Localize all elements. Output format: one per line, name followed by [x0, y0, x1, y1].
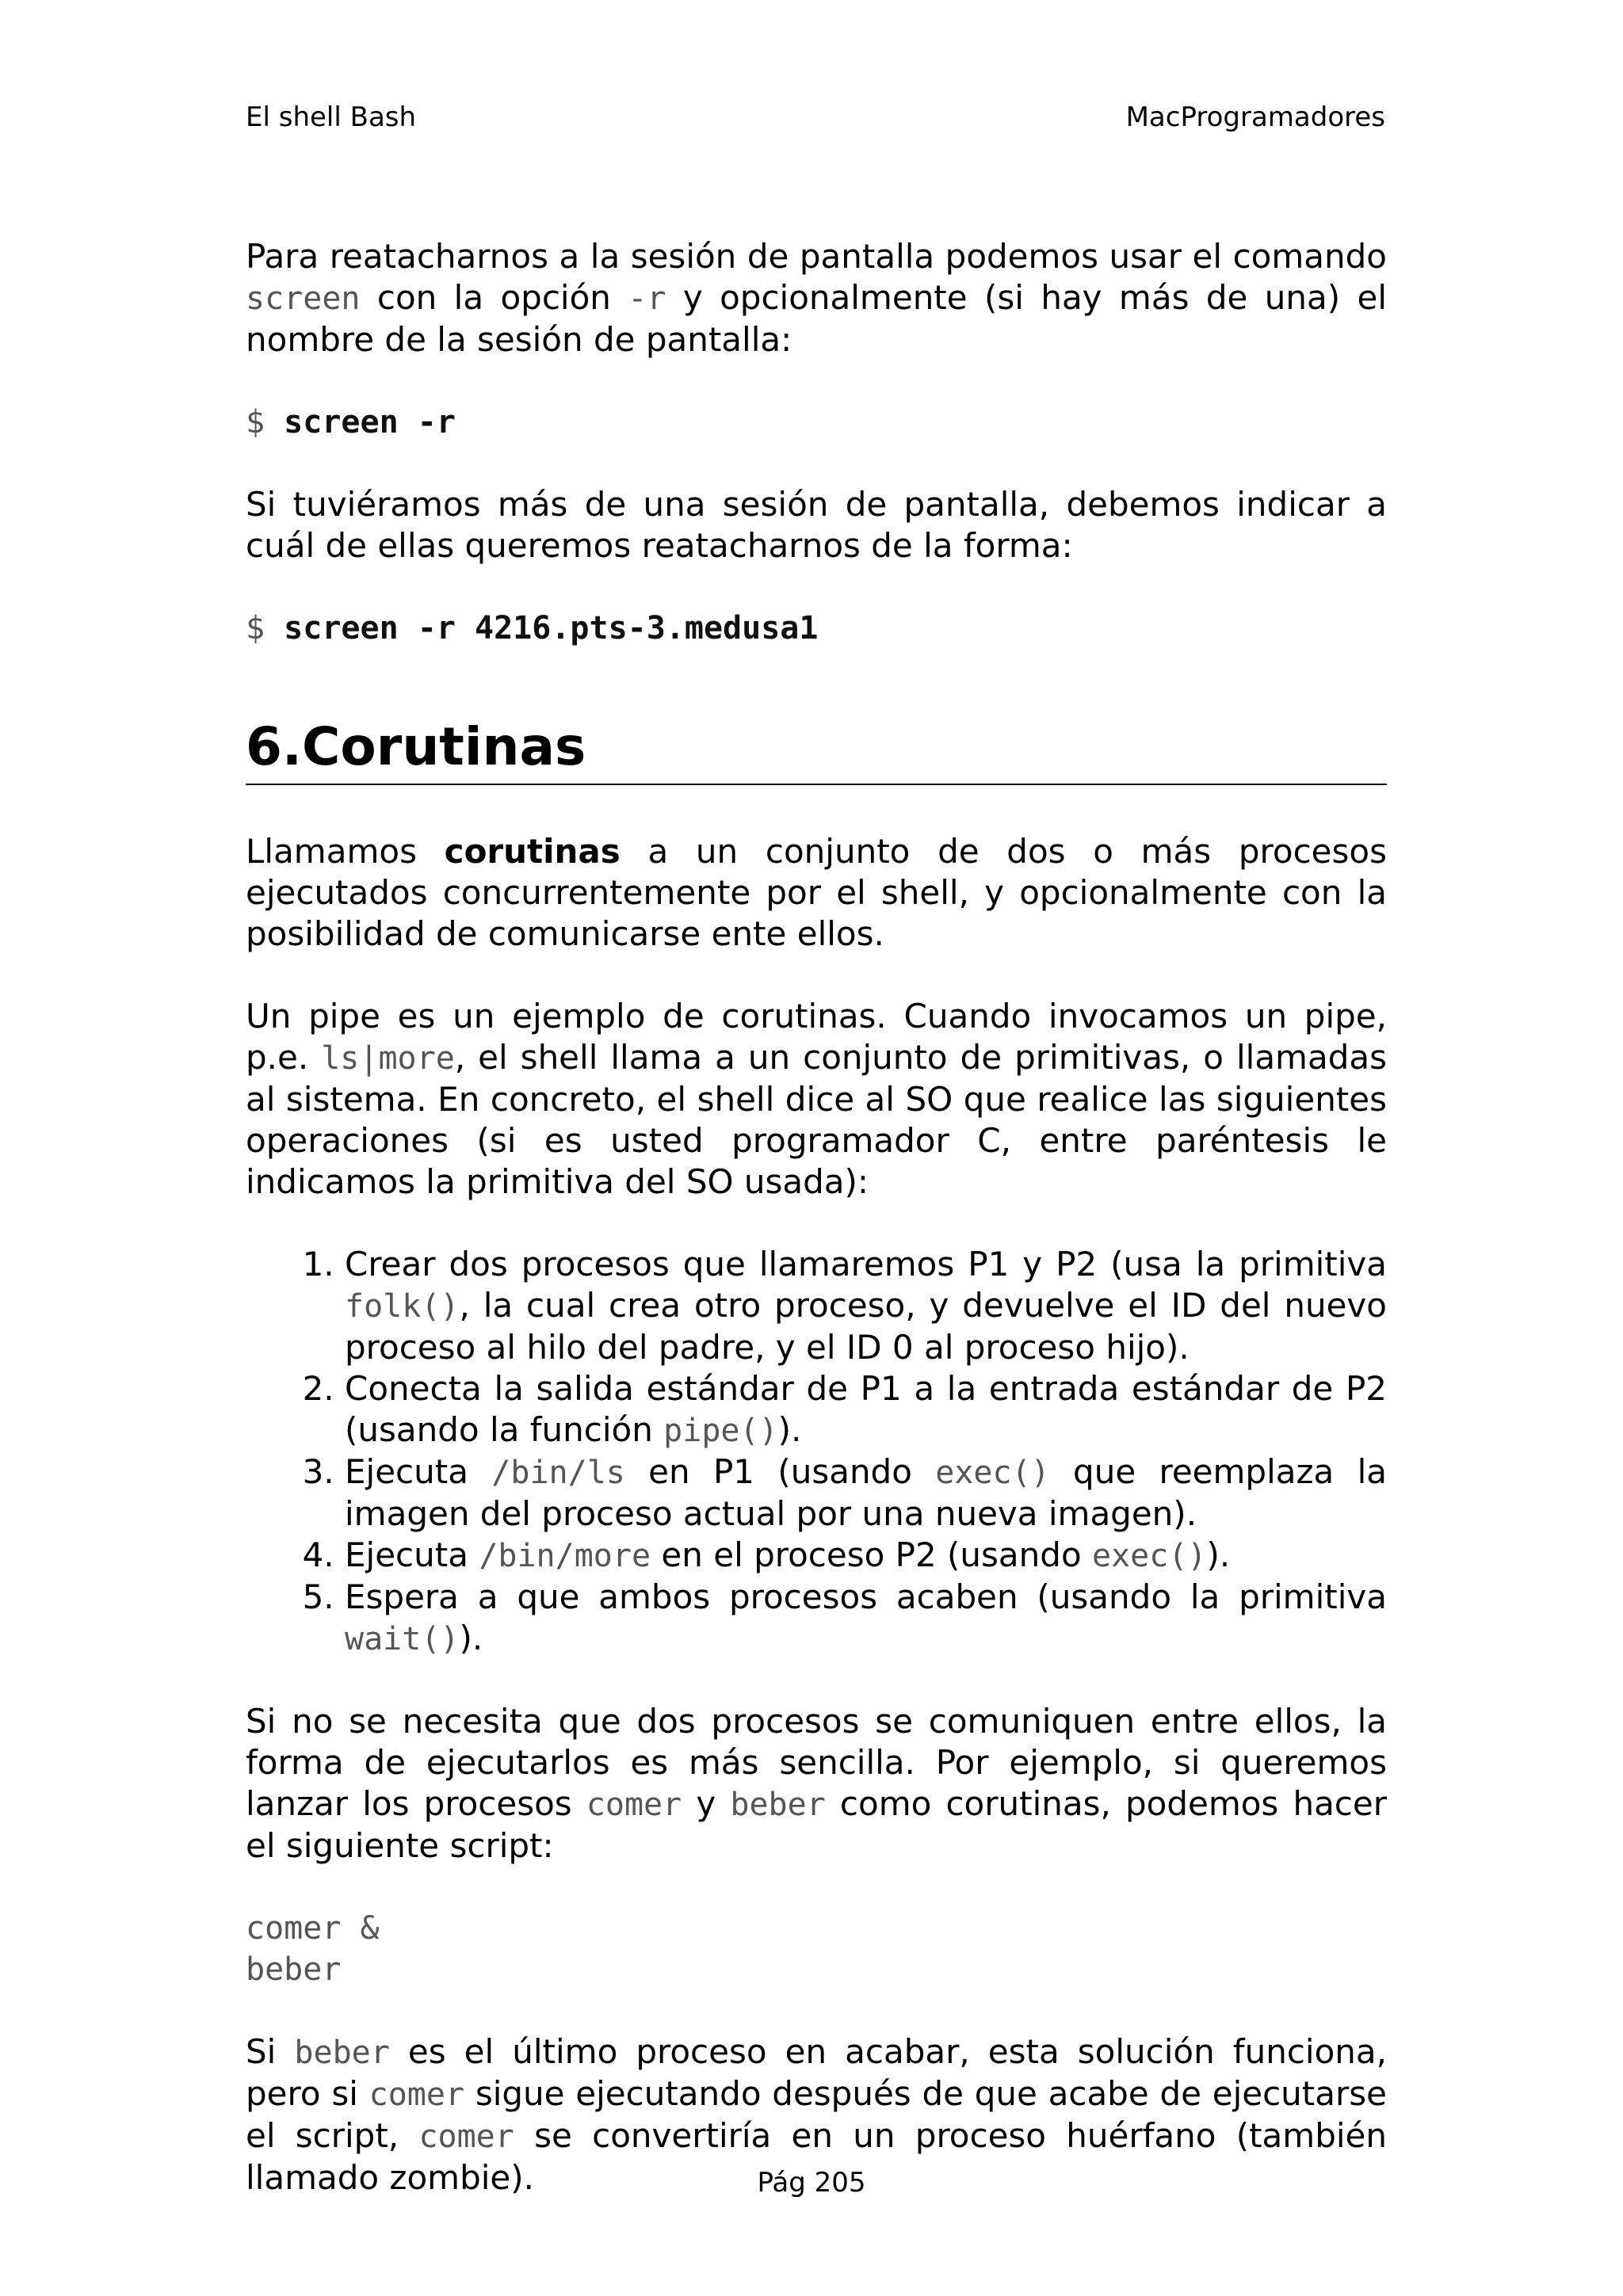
inline-code: screen	[246, 280, 361, 317]
inline-code: ls|more	[321, 1040, 455, 1077]
list-item: 5. Espera a que ambos procesos acaben (usando la primitiva wait()).	[345, 1577, 1387, 1660]
operations-list	[246, 1244, 1387, 1660]
paragraph-reattach: Para reatacharnos a la sesión de pantalla podemos usar el comando screen con la opción -r y opcionalmente (si hay más de una) el nombre de la sesión de pantalla:	[246, 237, 1387, 359]
page-number: Pág 205	[757, 2167, 866, 2199]
header-title: El shell Bash	[246, 101, 417, 133]
paragraph-pipe: Un pipe es un ejemplo de corutinas. Cuando invocamos un pipe, p.e. ls|more, el shell llama a un conjunto de primitivas, o llamadas al sistema. En concreto, el shell dice al SO que realice las siguientes operaciones (si es usted programador C, entre paréntesis le indicamos la primitiva del SO usada):	[246, 997, 1387, 1201]
paragraph-multiple-sessions: Si tuviéramos más de una sesión de pantalla, debemos indicar a cuál de ellas queremos reatacharnos de la forma:	[246, 485, 1387, 565]
inline-code: -r	[628, 280, 666, 317]
command-example: $ screen -r	[246, 404, 456, 441]
header-site: MacProgramadores	[1125, 101, 1385, 133]
script-example: comer & beber	[246, 1910, 380, 1988]
list-item: 1. Crear dos procesos que llamaremos P1 y P2 (usa la primitiva folk(), la cual crea otro proceso, y devuelve el ID del nuevo proceso al hilo del padre, y el ID 0 al proceso hijo).	[345, 1244, 1387, 1368]
section-heading: 6.Corutinas	[246, 715, 1387, 785]
command-example: $ screen -r 4216.pts-3.medusa1	[246, 610, 819, 646]
list-item: 3. Ejecuta /bin/ls en P1 (usando exec() que reemplaza la imagen del proceso actual por una nueva imagen).	[345, 1451, 1387, 1535]
page-content	[246, 236, 1387, 2199]
paragraph-definition: Llamamos corutinas a un conjunto de dos o más procesos ejecutados concurrentemente por el shell, y opcionalmente con la posibilidad de comunicarse ente ellos.	[246, 832, 1387, 953]
paragraph-orphan-process: Si beber es el último proceso en acabar, esta solución funciona, pero si comer sigue ejecutando después de que acabe de ejecutarse el script, comer se convertiría en un proceso huérfano (también llamado zombie).	[246, 2032, 1387, 2197]
list-item: 4. Ejecuta /bin/more en el proceso P2 (usando exec()).	[345, 1535, 1387, 1577]
paragraph-simple-coroutines: Si no se necesita que dos procesos se comuniquen entre ellos, la forma de ejecutarlos es más sencilla. Por ejemplo, si queremos lanzar los procesos comer y beber como corutinas, podemos hacer el siguiente script:	[246, 1702, 1388, 1865]
list-item: 2. Conecta la salida estándar de P1 a la entrada estándar de P2 (usando la función pipe()).	[345, 1368, 1387, 1451]
